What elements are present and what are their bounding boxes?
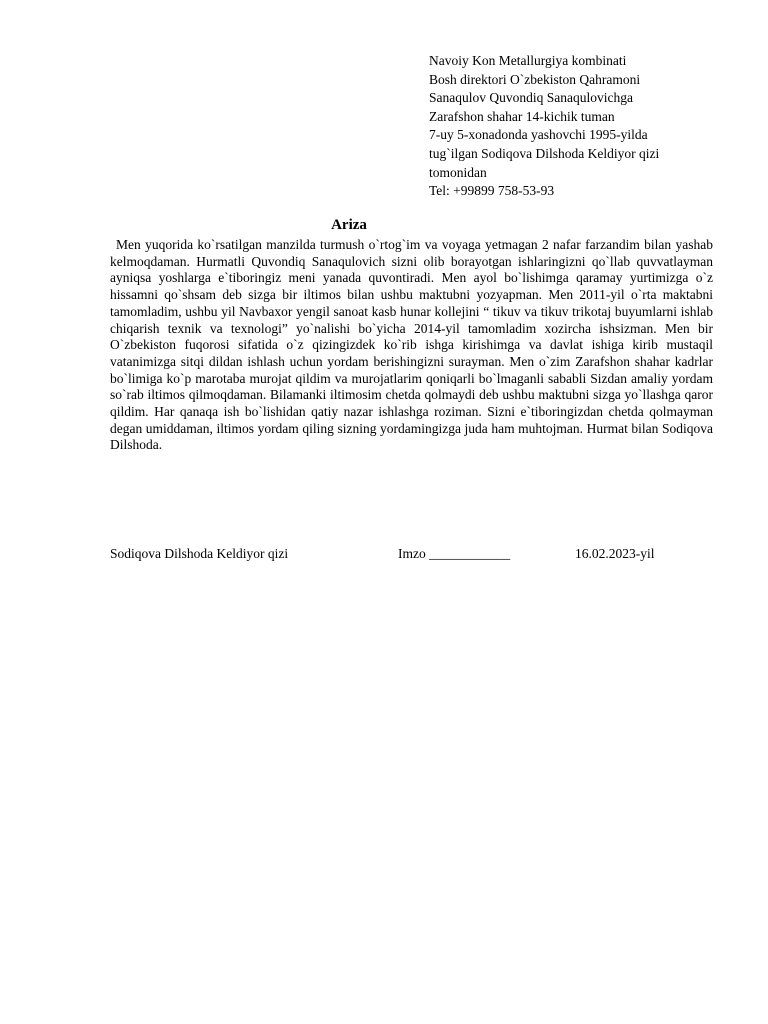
header-line: Sanaqulov Quvondiq Sanaqulovichga bbox=[429, 90, 633, 106]
body-paragraph: Men yuqorida ko`rsatilgan manzilda turmush o`rtog`im va voyaga yetmagan 2 nafar farzandim bilan yashab kelmoqdaman. Hurmatli Quvondiq Sanaqulovich sizni olib borayotgan ishlaringizni qo`llab quvvatlayman ayniqsa yoshlarga e`tiboringiz meni yanada quvontiradi. Men ayol bo`lishimga qaramay yurtimizga o`z hissamni qo`shsam deb sizga bir iltimos bilan ushbu maktubni yozyapman. Men 2011-yil o`rta maktabni tamomladim, ushbu yil Navbaxor yengil sanoat kasb hunar kollejini “ tikuv va tikuv trikotaj buyumlarni ishlab chiqarish texnik va texnologi” yo`nalishi bo`yicha 2014-yil tamomladim xozircha ishsizman. Men bir O`zbekiston fuqorosi sifatida o`z qizingizdek ko`rib ishga kirishimga va davlat ishiga kirib mustaqil vatanimizga sitqi dildan ishlash uchun yordam berishingizni surayman. Men o`zim Zarafshon shahar kadrlar bo`limiga ko`p marotaba murojat qildim va murojatlarim qoniqarli bo`lmaganli sababli Sizdan amaliy yordam so`rab iltimos qilmoqdaman. Bilamanki iltimosim chetda qolmaydi deb ushbu maktubni sizga yo`llashga qaror qildim. Har qanaqa ish bo`lishidan qatiy nazar ishlashga roziman. Sizni e`tiboringizdan chetda qolmayman degan umiddaman, iltimos yordam qiling sizning yordamingizga juda ham muhtojman. Hurmat bilan Sodiqova Dilshoda. bbox=[110, 237, 713, 453]
header-line: Zarafshon shahar 14-kichik tuman bbox=[429, 108, 615, 124]
document-date: 16.02.2023-yil bbox=[575, 546, 655, 561]
header-phone: Tel: +99899 758-53-93 bbox=[429, 183, 555, 199]
header-line: Navoiy Kon Metallurgiya kombinati bbox=[429, 53, 627, 68]
signature-line: Imzo ____________ bbox=[398, 546, 511, 561]
document-title: Ariza bbox=[331, 217, 367, 233]
header-line: tomonidan bbox=[429, 164, 487, 180]
recipient-address-block bbox=[429, 52, 749, 201]
header-line: 7-uy 5-xonadonda yashovchi 1995-yilda bbox=[429, 127, 648, 143]
header-line: Bosh direktori O`zbekiston Qahramoni bbox=[429, 71, 641, 87]
signature-row bbox=[0, 545, 768, 565]
header-line: tug`ilgan Sodiqova Dilshoda Keldiyor qizi bbox=[429, 145, 660, 161]
signatory-name: Sodiqova Dilshoda Keldiyor qizi bbox=[110, 546, 289, 561]
